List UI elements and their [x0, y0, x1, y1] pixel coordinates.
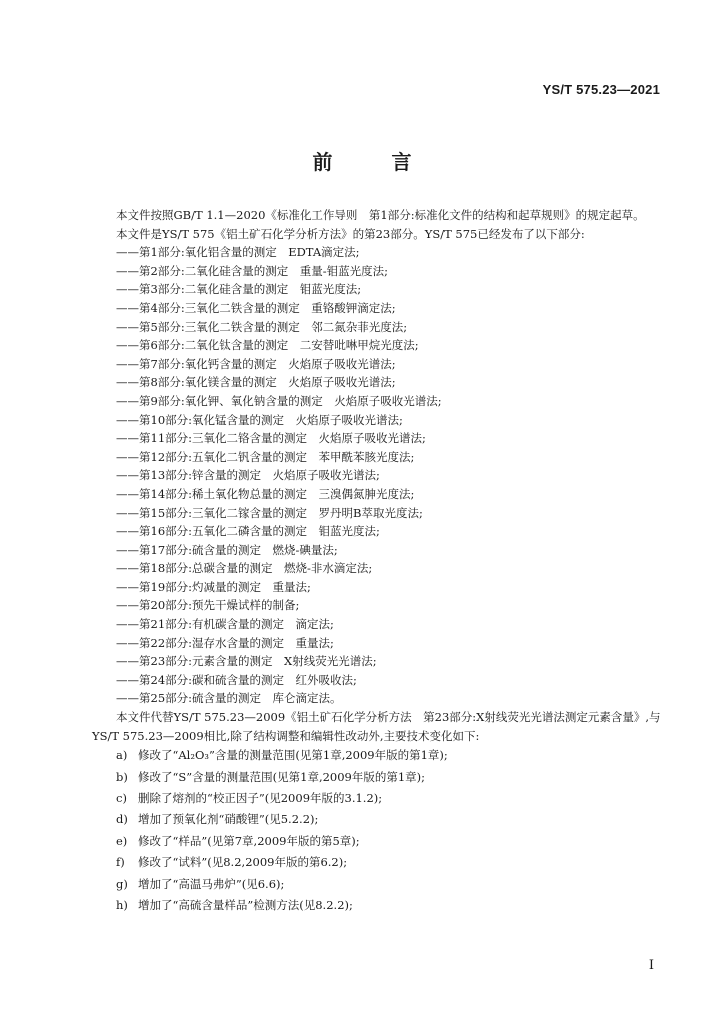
item-label: f)	[116, 855, 125, 870]
item-label: h)	[116, 898, 128, 913]
parts-list	[92, 243, 672, 708]
document-body	[92, 206, 672, 916]
list-item: ——第1部分:氧化铝含量的测定 EDTA滴定法;	[116, 245, 360, 260]
item-text: 增加了“高硫含量样品”检测方法(见8.2.2);	[138, 898, 353, 913]
changes-list	[92, 745, 672, 916]
list-item	[92, 767, 672, 788]
list-item: ——第7部分:氧化钙含量的测定 火焰原子吸收光谱法;	[116, 356, 396, 371]
item-text: 删除了熔剂的“校正因子”(见2009年版的3.1.2);	[138, 791, 383, 806]
list-item	[92, 788, 672, 809]
list-item: ——第25部分:硫含量的测定 库仑滴定法。	[116, 691, 342, 706]
item-label: e)	[116, 833, 128, 848]
list-item: ——第6部分:二氧化钛含量的测定 二安替吡啉甲烷光度法;	[116, 338, 419, 353]
intro-paragraph-drafting-rules: 本文件按照GB/T 1.1—2020《标准化工作导则 第1部分:标准化文件的结构和起草规则》的规定起草。	[116, 208, 645, 222]
item-text: 增加了预氧化剂“硝酸锂”(见5.2.2);	[138, 812, 319, 827]
list-item	[92, 831, 672, 852]
list-item: ——第8部分:氧化镁含量的测定 火焰原子吸收光谱法;	[116, 375, 396, 390]
item-text: 修改了“Al₂O₃”含量的测量范围(见第1章,2009年版的第1章);	[138, 748, 448, 763]
list-item: ——第11部分:三氧化二铬含量的测定 火焰原子吸收光谱法;	[116, 431, 426, 446]
list-item: ——第16部分:五氧化二磷含量的测定 钼蓝光度法;	[116, 524, 380, 539]
item-text: 修改了“样品”(见第7章,2009年版的第5章);	[138, 833, 360, 848]
list-item: ——第15部分:三氧化二镓含量的测定 罗丹明B萃取光度法;	[116, 505, 423, 520]
list-item	[92, 895, 672, 916]
item-text: 修改了“试料”(见8.2,2009年版的第6.2);	[138, 855, 348, 870]
page-title: 前 言	[312, 150, 438, 174]
item-text: 增加了“高温马弗炉”(见6.6);	[138, 876, 285, 891]
list-item: ——第3部分:二氧化硅含量的测定 钼蓝光度法;	[116, 282, 362, 297]
list-item: ——第19部分:灼减量的测定 重量法;	[116, 579, 311, 594]
replacement-paragraph: 本文件代替YS/T 575.23—2009《铝土矿石化学分析方法 第23部分:X射线荧光光谱法测定元素含量》,与YS/T 575.23—2009相比,除了结构调整和编辑性改动外,主要技术变化如下:	[92, 710, 661, 743]
item-label: b)	[116, 769, 128, 784]
list-item: ——第18部分:总碳含量的测定 燃烧-非水滴定法;	[116, 561, 373, 576]
item-label: a)	[116, 748, 128, 763]
item-text: 修改了“S”含量的测量范围(见第1章,2009年版的第1章);	[138, 769, 426, 784]
page-number: I	[648, 958, 654, 973]
list-item: ——第4部分:三氧化二铁含量的测定 重铬酸钾滴定法;	[116, 300, 396, 315]
list-item: ——第12部分:五氧化二钒含量的测定 苯甲酰苯胲光度法;	[116, 449, 415, 464]
list-item	[92, 852, 672, 873]
list-item	[92, 874, 672, 895]
list-item: ——第17部分:硫含量的测定 燃烧-碘量法;	[116, 542, 338, 557]
item-label: c)	[116, 791, 127, 806]
list-item: ——第14部分:稀土氧化物总量的测定 三溴偶氮胂光度法;	[116, 486, 415, 501]
list-item: ——第24部分:碳和硫含量的测定 红外吸收法;	[116, 672, 357, 687]
list-item	[92, 745, 672, 766]
list-item: ——第13部分:锌含量的测定 火焰原子吸收光谱法;	[116, 468, 380, 483]
item-label: g)	[116, 876, 128, 891]
item-label: d)	[116, 812, 128, 827]
list-item	[92, 809, 672, 830]
list-item: ——第10部分:氧化锰含量的测定 火焰原子吸收光谱法;	[116, 412, 403, 427]
list-item: ——第22部分:湿存水含量的测定 重量法;	[116, 635, 334, 650]
list-item: ——第21部分:有机碳含量的测定 滴定法;	[116, 617, 334, 632]
list-item: ——第2部分:二氧化硅含量的测定 重量-钼蓝光度法;	[116, 263, 388, 278]
list-item: ——第9部分:氧化钾、氧化钠含量的测定 火焰原子吸收光谱法;	[116, 393, 442, 408]
list-item: ——第23部分:元素含量的测定 X射线荧光光谱法;	[116, 654, 377, 669]
list-item: ——第20部分:预先干燥试样的制备;	[116, 598, 300, 613]
intro-paragraph-series: 本文件是YS/T 575《铝土矿石化学分析方法》的第23部分。YS/T 575已经发布了以下部分:	[116, 226, 585, 241]
list-item: ——第5部分:三氧化二铁含量的测定 邻二氮杂菲光度法;	[116, 319, 408, 334]
standard-code: YS/T 575.23—2021	[542, 82, 660, 97]
